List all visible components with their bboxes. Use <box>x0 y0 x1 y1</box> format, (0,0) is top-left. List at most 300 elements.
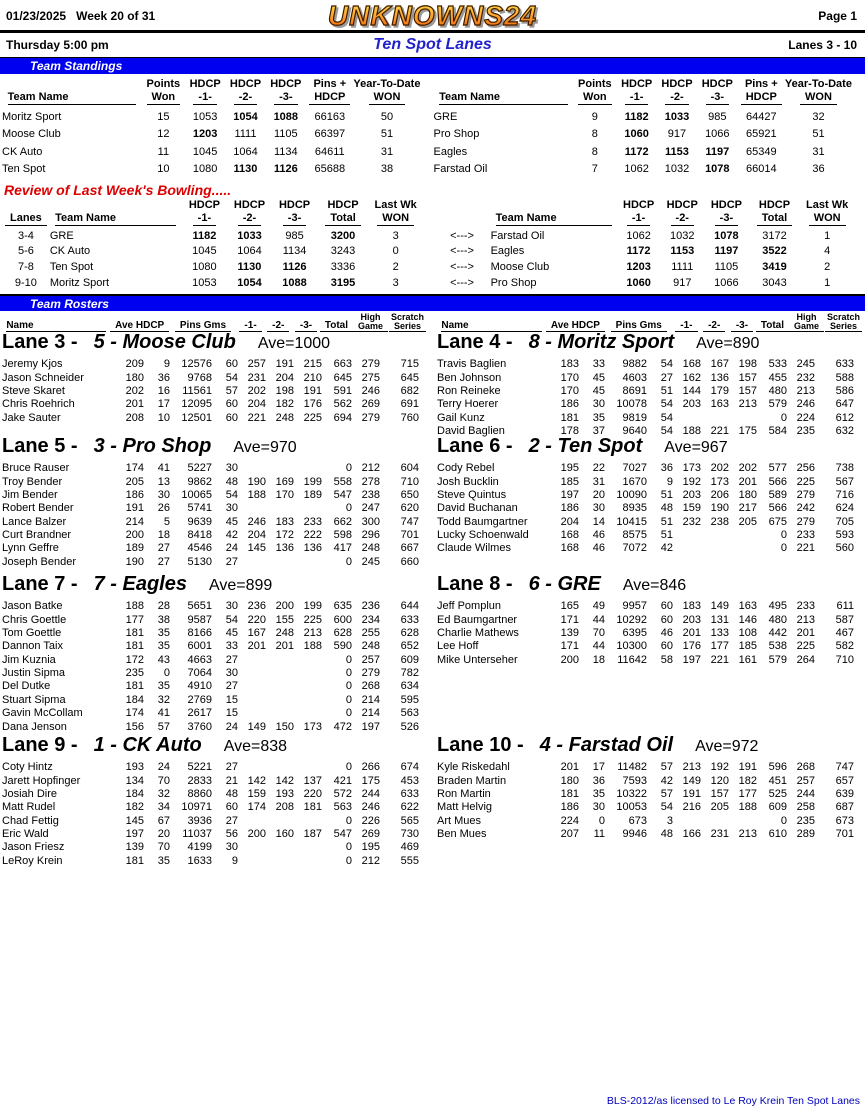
player-name-cell: Todd Baumgartner <box>437 515 528 528</box>
player-name-cell: Gavin McCollam <box>2 707 83 720</box>
game3-cell: 180 <box>738 488 757 501</box>
high-game-cell: 226 <box>361 814 380 827</box>
points-won-cell: 8 <box>591 128 598 140</box>
average-cell: 181 <box>125 626 144 639</box>
game1-cell: 216 <box>682 801 701 814</box>
series-total-cell: 558 <box>333 475 352 488</box>
games-cell: 60 <box>225 411 238 424</box>
game1-cell <box>675 813 703 826</box>
player-name-cell: Coty Hintz <box>2 761 53 774</box>
player-row <box>2 461 421 474</box>
column-header <box>2 78 142 91</box>
series-total-cell: 547 <box>333 488 352 501</box>
player-name-cell: Justin Sipma <box>2 667 65 680</box>
lane-title <box>2 573 427 599</box>
game3-cell: 108 <box>738 626 757 639</box>
game2-cell <box>268 679 296 692</box>
player-name-cell: Stuart Sipma <box>2 693 66 706</box>
series-total-cell: 0 <box>345 841 352 854</box>
game1-cell: 213 <box>682 761 701 774</box>
game3-cell: 137 <box>303 774 322 787</box>
column-header <box>292 313 320 332</box>
column-header-label: Points <box>146 78 181 90</box>
game1-cell: 236 <box>247 600 266 613</box>
average-cell: 191 <box>125 502 144 515</box>
series-total-cell: 480 <box>768 384 787 397</box>
player-name-cell: Troy Bender <box>2 475 63 488</box>
game1-cell <box>240 840 268 853</box>
player-row <box>2 719 421 732</box>
column-header-label: WON <box>377 212 414 226</box>
player-row <box>2 410 421 423</box>
series-total-cell: 0 <box>345 667 352 680</box>
rosters-section <box>0 311 865 1083</box>
player-name-cell: Lance Balzer <box>2 515 67 528</box>
player-name-cell: Matt Rudel <box>2 801 56 814</box>
average-cell: 200 <box>560 653 579 666</box>
high-game-cell: 279 <box>796 488 815 501</box>
team-average-label: Ave=972 <box>695 737 759 755</box>
scratch-series-cell: 760 <box>400 411 419 424</box>
games-cell: 54 <box>660 801 673 814</box>
game1-cell: 200 <box>247 828 266 841</box>
game2-cell: 1064 <box>233 145 258 158</box>
column-header <box>50 212 182 226</box>
ytd-won-cell: 38 <box>380 163 394 175</box>
scratch-series-cell: 747 <box>835 761 854 774</box>
player-row <box>2 514 421 527</box>
games-cell: 48 <box>225 787 238 800</box>
scratch-series-cell: 612 <box>835 411 854 424</box>
game1-cell <box>675 528 703 541</box>
pins-cell: 5741 <box>187 502 212 515</box>
pins-cell: 7593 <box>622 774 647 787</box>
pins-cell: 8691 <box>622 384 647 397</box>
handicap-cell: 14 <box>592 515 605 528</box>
game2-cell: 1032 <box>664 163 690 175</box>
column-header-label: HDCP <box>661 78 693 90</box>
player-row <box>2 692 421 705</box>
high-game-cell: 258 <box>796 801 815 814</box>
scratch-series-cell: 639 <box>835 787 854 800</box>
game3-cell: 182 <box>738 774 757 787</box>
high-game-cell: 268 <box>796 761 815 774</box>
team-name-cell: Ten Spot <box>49 261 94 274</box>
lane-number-label: Lane 4 - <box>437 330 513 353</box>
game3-cell: 1088 <box>273 110 299 123</box>
average-cell: 181 <box>560 787 579 800</box>
scratch-series-cell: 604 <box>400 462 419 475</box>
column-header <box>660 212 704 226</box>
high-game-cell: 256 <box>796 462 815 475</box>
lane-block <box>437 435 863 555</box>
series-total-cell: 579 <box>768 653 787 666</box>
player-row <box>437 773 856 786</box>
series-total-cell: 596 <box>768 761 787 774</box>
column-header-label: Team Name <box>496 212 612 226</box>
license-footer: BLS-2012/as licensed to Le Roy Krein Ten Spot Lanes <box>606 1095 860 1107</box>
column-header <box>353 313 388 332</box>
column-header <box>227 199 272 212</box>
high-game-cell: 269 <box>361 398 380 411</box>
series-total-cell: 455 <box>768 371 787 384</box>
game1-cell: 202 <box>247 384 266 397</box>
game2-cell: 231 <box>710 828 729 841</box>
high-game-cell: 213 <box>796 613 815 626</box>
review-row <box>434 273 855 289</box>
player-row <box>2 760 421 773</box>
player-row <box>437 813 856 826</box>
column-header <box>142 91 185 105</box>
scratch-series-cell: 587 <box>835 613 854 626</box>
column-header-label: Points <box>578 78 612 90</box>
lastwk-won-cell: 3 <box>392 229 399 242</box>
column-header <box>660 199 704 212</box>
handicap-cell: 30 <box>157 488 170 501</box>
game2-cell <box>268 813 296 826</box>
player-row <box>2 541 421 554</box>
pins-cell: 5651 <box>187 600 212 613</box>
high-game-cell: 279 <box>361 411 380 424</box>
player-row <box>437 652 856 665</box>
lane-title <box>2 331 427 357</box>
game1-cell: 167 <box>247 626 266 639</box>
player-name-cell: Eric Wald <box>2 828 49 841</box>
hdcp-total-cell: 3336 <box>330 261 356 274</box>
column-header-label: HDCP <box>309 91 350 105</box>
header-row-1 <box>0 0 865 30</box>
points-won-cell: 11 <box>157 145 170 158</box>
column-header <box>50 199 182 212</box>
handicap-cell: 49 <box>592 600 605 613</box>
matchup-arrow: <---> <box>450 276 474 289</box>
pins-cell: 10065 <box>181 488 212 501</box>
column-header-label: Scratch <box>391 311 425 322</box>
player-row <box>2 501 421 514</box>
game3-cell: 185 <box>738 640 757 653</box>
game3-cell: 220 <box>303 787 322 800</box>
lastwk-won-cell: 3 <box>392 276 399 289</box>
games-cell: 27 <box>225 653 238 666</box>
game2-cell: 1111 <box>234 128 257 140</box>
game2-cell <box>268 840 296 853</box>
player-row <box>437 410 856 423</box>
hdcp-total-cell: 3200 <box>330 229 356 242</box>
game1-cell: 149 <box>247 720 266 733</box>
game3-cell: 202 <box>738 462 757 475</box>
game3-cell <box>296 760 324 773</box>
game3-cell: 1126 <box>282 261 307 274</box>
column-header-label: Total <box>320 321 353 332</box>
pins-cell: 9639 <box>187 515 212 528</box>
game1-cell: 159 <box>247 787 266 800</box>
column-header <box>738 91 785 105</box>
column-header-label: -1- <box>193 91 216 105</box>
games-cell: 51 <box>660 488 673 501</box>
player-row <box>2 787 421 800</box>
high-game-cell: 257 <box>361 653 380 666</box>
pins-cell: 9946 <box>622 828 647 841</box>
player-row <box>437 827 856 840</box>
games-cell: 54 <box>660 425 673 438</box>
player-row <box>2 800 421 813</box>
column-header <box>749 212 801 226</box>
games-cell: 21 <box>225 774 238 787</box>
lane-number-label: Lane 7 - <box>2 572 78 595</box>
high-game-cell: 269 <box>361 828 380 841</box>
player-name-cell: Matt Helvig <box>437 801 493 814</box>
pins-cell: 6395 <box>622 626 647 639</box>
game2-cell: 917 <box>673 276 692 289</box>
player-row <box>437 760 856 773</box>
pins-hdcp-cell: 66397 <box>314 128 346 140</box>
pins-cell: 10090 <box>616 488 647 501</box>
player-name-cell: Art Mues <box>437 814 482 827</box>
game3-cell: 161 <box>738 653 757 666</box>
high-game-cell: 246 <box>361 801 380 814</box>
game1-cell: 1203 <box>626 261 651 274</box>
pins-hdcp-cell: 64427 <box>746 110 777 123</box>
pins-cell: 2833 <box>187 774 212 787</box>
scratch-series-cell: 633 <box>400 613 419 626</box>
pins-cell: 1670 <box>622 475 647 488</box>
pins-cell: 8166 <box>187 626 212 639</box>
pins-cell: 11482 <box>617 761 647 774</box>
column-header <box>265 78 306 91</box>
average-cell: 207 <box>560 828 579 841</box>
games-cell: 27 <box>225 680 238 693</box>
scratch-series-cell: 673 <box>835 814 854 827</box>
handicap-cell: 31 <box>592 475 605 488</box>
scratch-series-cell: 730 <box>400 828 419 841</box>
series-total-cell: 417 <box>333 542 352 555</box>
ytd-won-cell: 51 <box>812 128 825 140</box>
lastwk-won-cell: 2 <box>392 261 399 274</box>
game3-cell: 199 <box>303 475 322 488</box>
scratch-series-cell: 632 <box>835 425 854 438</box>
column-header-label: HDCP <box>278 199 311 211</box>
handicap-cell: 36 <box>157 371 170 384</box>
games-cell: 58 <box>660 653 673 666</box>
game3-cell: 176 <box>303 398 322 411</box>
lastwk-won-cell: 2 <box>824 261 831 274</box>
ytd-won-cell: 31 <box>812 145 825 158</box>
matchup-arrow: <---> <box>450 261 474 274</box>
game1-cell: 1045 <box>192 245 217 258</box>
average-cell: 171 <box>560 640 579 653</box>
column-header-label: HDCP <box>710 199 742 211</box>
column-header-label: HDCP <box>701 78 733 90</box>
team-average-label: Ave=846 <box>622 576 687 594</box>
average-cell: 209 <box>125 358 144 371</box>
game2-cell: 238 <box>710 515 729 528</box>
pins-cell: 10322 <box>616 787 647 800</box>
game2-cell: 1064 <box>237 245 262 258</box>
high-game-cell: 233 <box>796 529 815 542</box>
games-cell: 60 <box>660 640 673 653</box>
game3-cell: 1105 <box>714 261 739 274</box>
handicap-cell: 46 <box>592 542 605 555</box>
player-name-cell: Gail Kunz <box>437 411 485 424</box>
scratch-series-cell: 738 <box>835 462 854 475</box>
pins-cell: 6001 <box>187 640 212 653</box>
column-header <box>756 313 789 332</box>
game2-cell: 193 <box>275 787 294 800</box>
scratch-series-cell: 674 <box>400 761 419 774</box>
handicap-cell: 17 <box>592 761 605 774</box>
column-header <box>697 91 738 105</box>
game1-cell: 191 <box>682 787 701 800</box>
game2-cell: 1054 <box>233 110 258 123</box>
game3-cell: 225 <box>303 411 322 424</box>
series-total-cell: 591 <box>333 384 352 397</box>
handicap-cell: 32 <box>157 693 170 706</box>
scratch-series-cell: 652 <box>400 640 419 653</box>
scratch-series-cell: 622 <box>400 801 419 814</box>
player-row <box>2 626 421 639</box>
series-total-cell: 472 <box>333 720 352 733</box>
team-name-cell: GRE <box>433 110 458 123</box>
player-row <box>437 626 856 639</box>
standings-row <box>2 105 421 123</box>
pins-hdcp-cell: 64611 <box>314 145 345 158</box>
games-cell: 57 <box>225 384 238 397</box>
column-header-label: HDCP <box>233 199 266 211</box>
game2-cell <box>268 666 296 679</box>
high-game-cell: 214 <box>361 707 380 720</box>
column-header <box>700 313 728 332</box>
handicap-cell: 17 <box>157 398 170 411</box>
player-name-cell: Braden Martin <box>437 774 507 787</box>
average-cell: 208 <box>125 411 144 424</box>
game1-cell: 168 <box>682 358 701 371</box>
average-cell: 201 <box>125 398 144 411</box>
high-game-cell: 197 <box>361 720 380 733</box>
points-won-cell: 15 <box>157 110 170 123</box>
game2-cell: 200 <box>275 600 294 613</box>
game3-cell: 213 <box>303 626 322 639</box>
review-table-right <box>434 199 855 289</box>
game3-cell: 188 <box>738 801 757 814</box>
pins-cell: 10053 <box>616 801 647 814</box>
column-header-label: -3- <box>283 212 306 226</box>
player-name-cell: Steve Skaret <box>2 384 65 397</box>
high-game-cell: 264 <box>796 653 815 666</box>
average-cell: 214 <box>125 515 144 528</box>
game3-cell: 189 <box>303 488 322 501</box>
column-header <box>749 199 801 212</box>
scratch-series-cell: 691 <box>400 398 419 411</box>
player-name-cell: Kyle Riskedahl <box>437 761 510 774</box>
game2-cell <box>268 853 296 866</box>
column-header-label: HDCP <box>741 91 782 105</box>
average-cell: 181 <box>125 640 144 653</box>
column-header-label: -1- <box>239 321 261 332</box>
column-header <box>320 313 353 332</box>
column-header-label: Last Wk <box>374 199 417 211</box>
high-game-cell: 296 <box>361 529 380 542</box>
pins-cell: 2769 <box>187 693 212 706</box>
review-header-right <box>434 199 855 226</box>
lane-title <box>2 734 427 760</box>
game1-cell <box>675 410 703 423</box>
series-total-cell: 589 <box>768 488 787 501</box>
pins-cell: 12095 <box>181 398 212 411</box>
average-cell: 197 <box>125 828 144 841</box>
games-cell: 45 <box>225 626 238 639</box>
player-name-cell: David Baglien <box>437 425 505 438</box>
high-game-cell: 221 <box>796 542 815 555</box>
column-header <box>738 78 785 91</box>
game2-cell: 136 <box>710 371 729 384</box>
series-total-cell: 694 <box>333 411 352 424</box>
game3-cell <box>296 461 324 474</box>
column-header-label: Series <box>825 322 862 332</box>
scratch-series-cell: 634 <box>400 680 419 693</box>
series-total-cell: 525 <box>768 787 787 800</box>
average-cell: 202 <box>125 384 144 397</box>
column-header <box>2 91 142 105</box>
team-name-cell: CK Auto <box>2 145 43 158</box>
average-cell: 224 <box>560 814 579 827</box>
game2-cell: 150 <box>275 720 294 733</box>
average-cell: 178 <box>560 425 579 438</box>
player-name-cell: Jeff Pomplun <box>437 600 502 613</box>
player-row <box>437 474 856 487</box>
high-game-cell: 257 <box>796 774 815 787</box>
game1-cell: 1080 <box>192 261 217 274</box>
pins-hdcp-cell: 65349 <box>746 145 777 158</box>
pins-cell: 10078 <box>616 398 647 411</box>
game1-cell: 142 <box>247 774 266 787</box>
game2-cell: 248 <box>275 411 294 424</box>
high-game-cell: 246 <box>796 398 815 411</box>
lane-title <box>437 331 863 357</box>
player-row <box>2 639 421 652</box>
games-cell: 27 <box>225 814 238 827</box>
column-header <box>2 212 50 226</box>
pins-hdcp-cell: 65921 <box>746 128 777 140</box>
game3-cell: 225 <box>303 613 322 626</box>
average-cell: 172 <box>125 653 144 666</box>
column-header <box>317 212 369 226</box>
review-row <box>434 242 855 258</box>
player-row <box>2 357 421 370</box>
series-total-cell: 628 <box>333 626 352 639</box>
standings-row <box>434 140 853 158</box>
game1-cell: 1045 <box>192 145 218 158</box>
handicap-cell: 46 <box>592 529 605 542</box>
column-header <box>264 313 292 332</box>
game1-cell: 201 <box>247 640 266 653</box>
column-header-label: -2- <box>234 91 257 105</box>
player-row <box>2 853 421 866</box>
team-name-cell: Farstad Oil <box>433 163 488 175</box>
column-header <box>142 78 185 91</box>
player-name-cell: Jim Kuznia <box>2 653 56 666</box>
average-cell: 195 <box>560 462 579 475</box>
ytd-won-cell: 32 <box>812 110 825 123</box>
handicap-cell: 33 <box>592 358 605 371</box>
review-row <box>2 226 423 242</box>
games-cell: 51 <box>660 515 673 528</box>
average-cell: 139 <box>560 626 579 639</box>
series-total-cell: 662 <box>333 515 352 528</box>
lanes-cell: 5-6 <box>17 245 34 258</box>
pins-cell: 11642 <box>617 653 647 666</box>
game2-cell: 192 <box>710 761 729 774</box>
pins-cell: 7027 <box>622 462 647 475</box>
